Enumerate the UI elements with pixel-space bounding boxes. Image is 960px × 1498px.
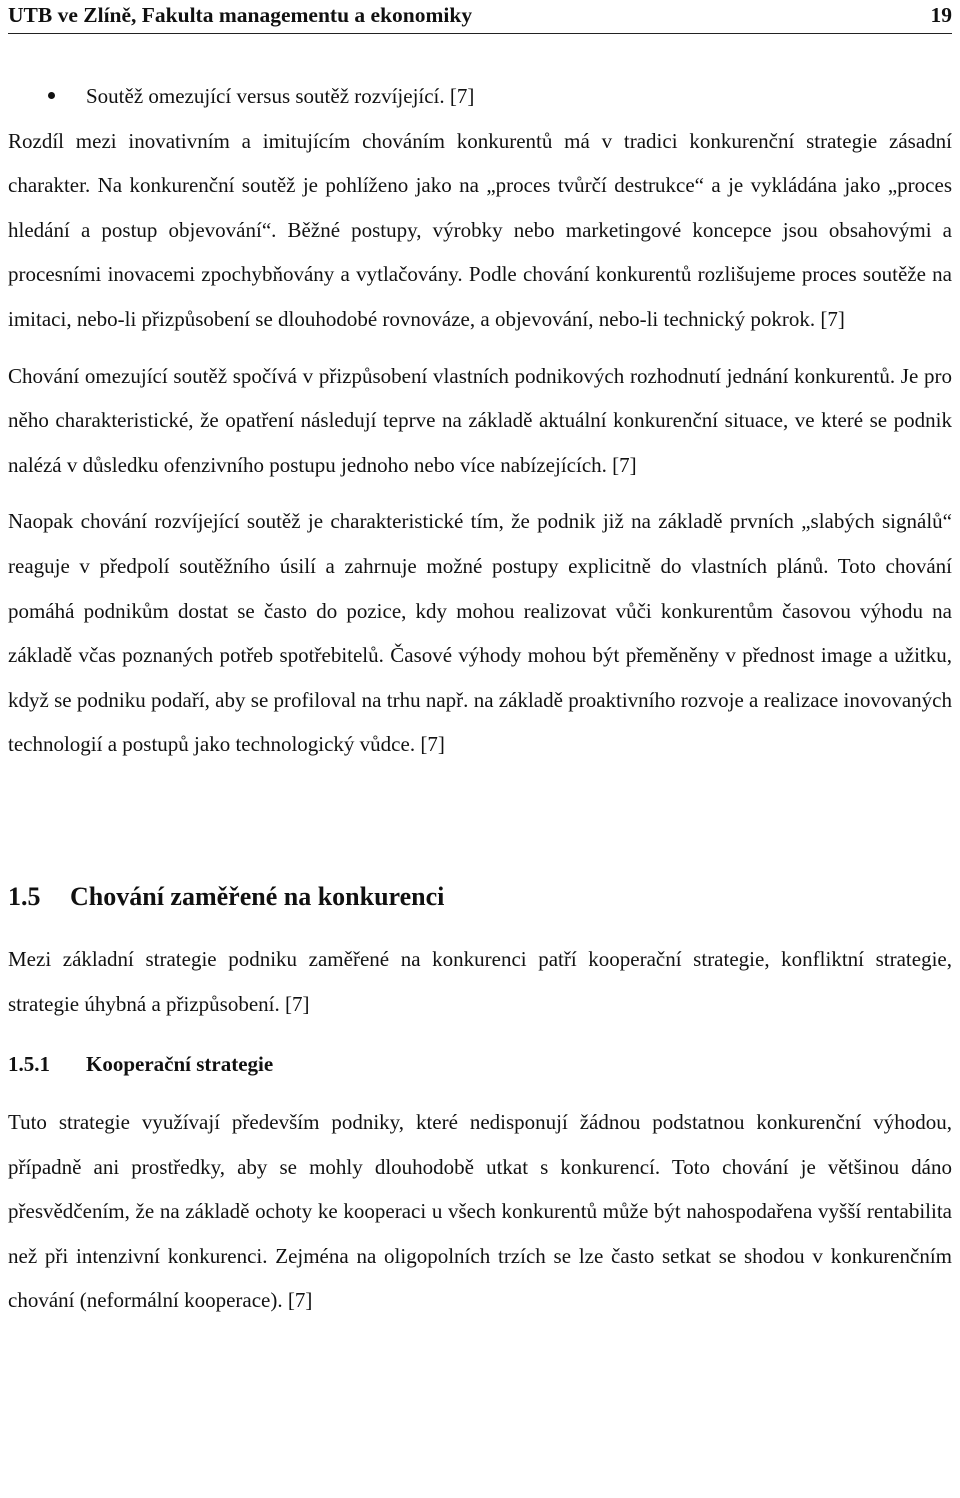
bullet-dot-icon — [48, 92, 55, 99]
paragraph-2: Chování omezující soutěž spočívá v přizpůsobení vlastních podnikových rozhodnutí jednání konkurentů. Je pro něho charakteristické, že opatření následují teprve na základě aktuální konkurenční situace, ve které se podnik nalézá v důsledku ofenzivního postupu jednoho nebo více nabízejících. [7] — [8, 363, 952, 477]
section-heading — [8, 877, 952, 917]
subsection-number: 1.5.1 — [8, 1052, 50, 1077]
paragraph-3: Naopak chování rozvíjející soutěž je charakteristické tím, že podnik již na základě prvních „slabých signálů“ reaguje v předpolí soutěžního úsilí a zahrnuje možné postupy explicitně do vlastních plánů. Toto chování pomáhá podnikům dostat se často do pozice, kdy mohou realizovat vůči konkurentům časovou výhodu na základě včas poznaných potřeb spotřebitelů. Časové výhody mohou být přeměněny v přednost image a užitku, když se podniku podaří, aby se profiloval na trhu např. na základě proaktivního rozvoje a realizace inovovaných technologií a postupů jako technologický vůdce. [7] — [8, 509, 952, 757]
page-header — [8, 0, 952, 34]
section-number: 1.5 — [8, 881, 41, 911]
section-title: Chování zaměřené na konkurenci — [70, 881, 445, 911]
subsection-title: Kooperační strategie — [86, 1052, 274, 1077]
bullet-text: Soutěž omezující versus soutěž rozvíjející. [7] — [86, 84, 475, 108]
page-number: 19 — [930, 3, 952, 27]
paragraph-1: Rozdíl mezi inovativním a imitujícím chováním konkurentů má v tradici konkurenční strategie zásadní charakter. Na konkurenční soutěž je pohlíženo jako na „proces tvůrčí destrukce“ a je vykládána jako „proces hledání a postup objevování“. Běžné postupy, výrobky nebo marketingové koncepce jsou obsahovými a procesními inovacemi zpochybňovány a vytlačovány. Podle chování konkurentů rozlišujeme proces soutěže na imitaci, nebo-li přizpůsobení se dlouhodobé rovnováze, a objevování, nebo-li technický pokrok. [7] — [8, 128, 952, 331]
section-paragraph: Mezi základní strategie podniku zaměřené na konkurenci patří kooperační strategie, konfliktní strategie, strategie úhybná a přizpůsobení. [7] — [8, 946, 952, 1016]
subsection-heading — [8, 1044, 952, 1084]
header-title: UTB ve Zlíně, Fakulta managementu a ekonomiky — [8, 3, 473, 27]
document-body — [8, 74, 952, 1323]
bullet-item — [8, 74, 952, 119]
subsection-paragraph: Tuto strategie využívají především podniky, které nedisponují žádnou podstatnou konkurenční výhodou, případně ani prostředky, aby se mohly dlouhodobě utkat s konkurencí. Toto chování je většinou dáno přesvědčením, že na základě ochoty ke kooperaci u všech konkurentů může být nahospodařena vyšší rentabilita než při intenzivní konkurenci. Zejména na oligopolních trzích se lze často setkat se shodou v konkurenčním chování (neformální kooperace). [7] — [8, 1110, 952, 1313]
